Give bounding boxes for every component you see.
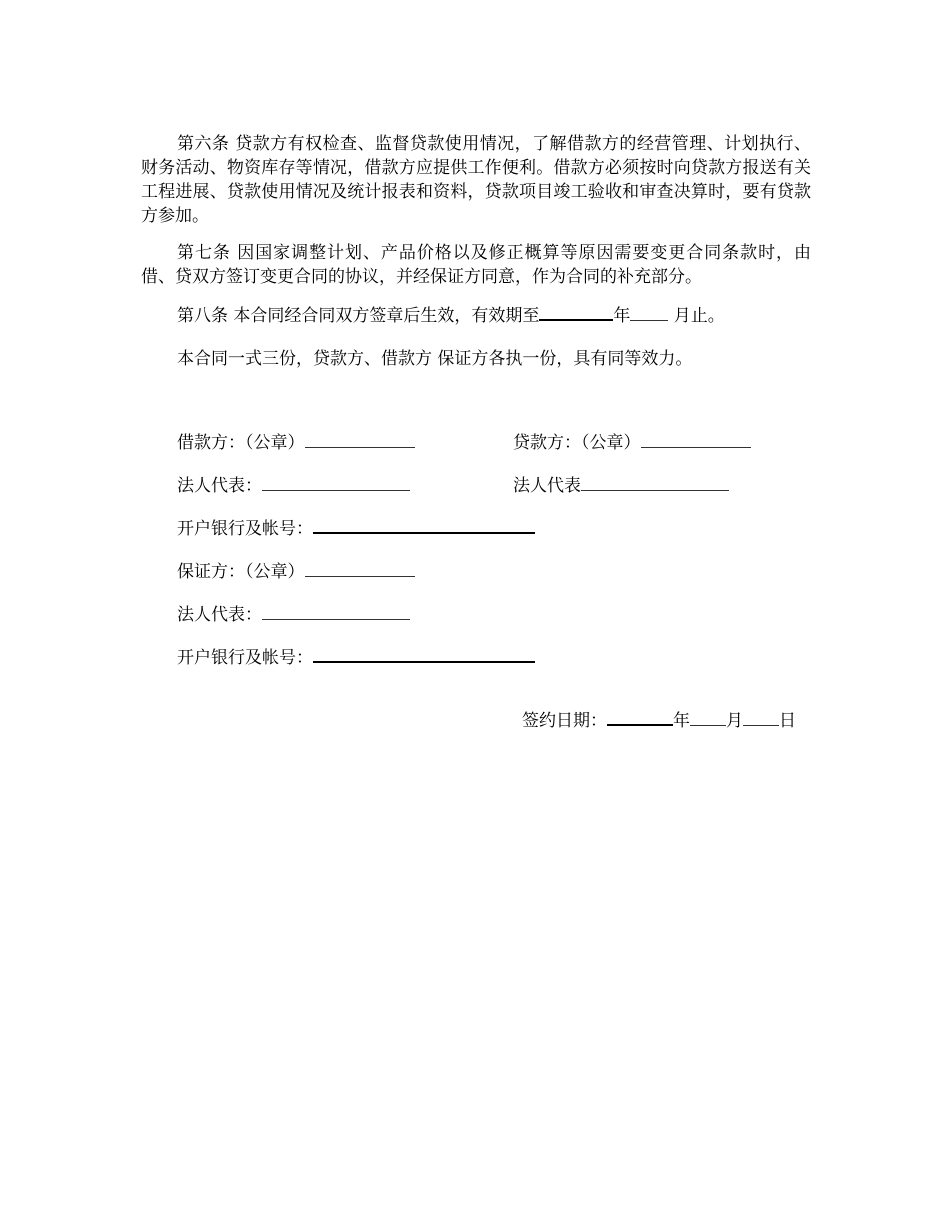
borrower-seal-label: 借款方：（公章） (177, 433, 305, 453)
sign-date-label: 签约日期： (522, 711, 607, 731)
guarantor-bank-label: 开户银行及帐号： (177, 648, 313, 668)
guarantor-seal-blank[interactable] (305, 575, 415, 577)
article-8-text: 第八条 本合同经合同双方签章后生效，有效期至 (177, 306, 540, 326)
sign-day-blank[interactable] (743, 724, 779, 726)
validity-year-blank[interactable] (539, 318, 613, 321)
borrower-rep-blank[interactable] (262, 489, 410, 491)
sign-year-blank[interactable] (607, 723, 673, 726)
guarantor-bank-blank[interactable] (313, 660, 535, 663)
borrower-seal-line (177, 431, 415, 455)
validity-month-blank[interactable] (630, 319, 668, 321)
guarantor-rep-line (177, 603, 410, 627)
article-8-month-label: 月止。 (668, 306, 725, 326)
article-7-paragraph: 第七条 因国家调整计划、产品价格以及修正概算等原因需要变更合同条款时，由借、贷双方签订变更合同的协议，并经保证方同意，作为合同的补充部分。 (141, 243, 811, 287)
article-8-year-label: 年 (613, 306, 631, 326)
lender-seal-label: 贷款方：（公章） (513, 433, 641, 453)
copies-statement: 本合同一式三份，贷款方、借款方 保证方各执一份，具有同等效力。 (177, 349, 693, 369)
sign-month-label: 月 (726, 711, 743, 731)
guarantor-rep-blank[interactable] (262, 618, 410, 620)
guarantor-rep-label: 法人代表： (177, 605, 262, 625)
guarantor-seal-label: 保证方：（公章） (177, 562, 305, 582)
lender-seal-line (513, 431, 751, 455)
borrower-bank-line (177, 517, 535, 541)
lender-rep-line (513, 474, 729, 498)
sign-date-line (522, 709, 796, 733)
article-8-line (177, 304, 725, 328)
guarantor-seal-line (177, 560, 415, 584)
lender-seal-blank[interactable] (641, 446, 751, 448)
lender-rep-blank[interactable] (581, 489, 729, 491)
borrower-seal-blank[interactable] (305, 446, 415, 448)
sign-day-label: 日 (779, 711, 796, 731)
guarantor-bank-line (177, 646, 535, 670)
article-6-paragraph: 第六条 贷款方有权检查、监督贷款使用情况，了解借款方的经营管理、计划执行、财务活动、物资库存等情况，借款方应提供工作便利。借款方必须按时向贷款方报送有关工程进展、贷款使用情况及统计报表和资料，贷款项目竣工验收和审查决算时，要有贷款方参加。 (141, 134, 811, 226)
borrower-bank-blank[interactable] (313, 531, 535, 534)
lender-rep-label: 法人代表 (513, 476, 581, 496)
sign-month-blank[interactable] (690, 724, 726, 726)
borrower-rep-label: 法人代表： (177, 476, 262, 496)
borrower-bank-label: 开户银行及帐号： (177, 519, 313, 539)
sign-year-label: 年 (673, 711, 690, 731)
borrower-rep-line (177, 474, 410, 498)
